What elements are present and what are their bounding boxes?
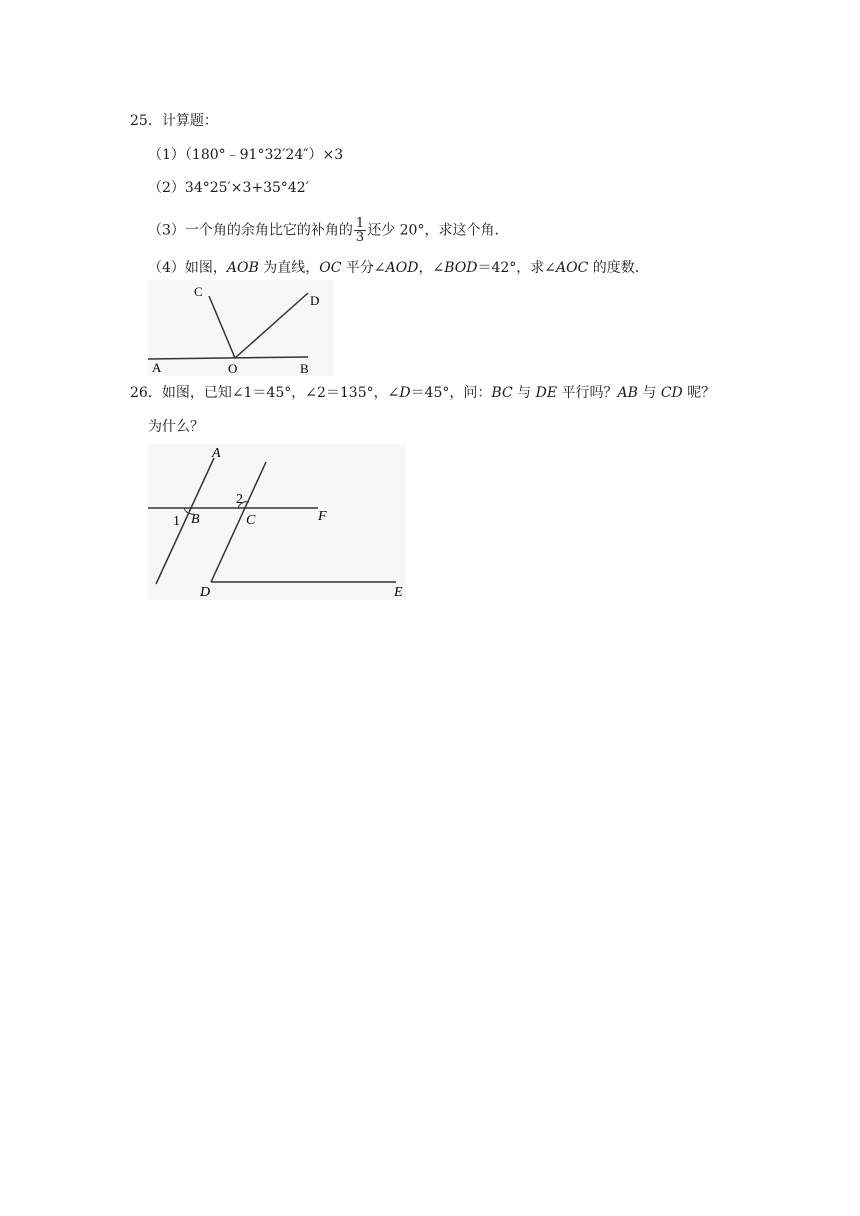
label-b: B [191, 512, 200, 527]
q26-text: ＝45°，问： [410, 385, 492, 401]
q26-text: 呢？ [682, 385, 716, 401]
q25-part3-pre: （3）一个角的余角比它的补角的 [148, 222, 353, 239]
q26-bc: BC [491, 385, 513, 401]
q25-figure [148, 280, 334, 376]
q25-part4-text: 的度数． [588, 260, 649, 276]
q25-part4-text: （4）如图， [148, 260, 227, 276]
q26-cd: CD [660, 385, 683, 401]
label-c: C [246, 513, 256, 528]
q25-part2: （2）34°25′×3+35°42′ [148, 180, 309, 196]
q25-part4-text: ＝42°，求∠ [477, 260, 556, 276]
label-f: F [318, 509, 327, 524]
q26-de: DE [535, 385, 558, 401]
q26-text: 平行吗？ [557, 385, 618, 401]
label-d: D [310, 293, 320, 308]
label-c: C [194, 284, 203, 299]
label-a: A [212, 446, 221, 461]
q25-part4 [148, 258, 649, 278]
q25-part3-post: 还少 20°，求这个角． [367, 222, 509, 239]
q25-part4-oc: OC [319, 260, 342, 276]
q25-part4-bod: BOD [444, 260, 478, 276]
q25-part1: （1）（180°﹣91°32′24″）×3 [148, 147, 344, 163]
label-angle-1: 1 [173, 514, 180, 529]
q25-part3 [148, 217, 508, 244]
fraction-numerator: 1 [355, 216, 365, 231]
fraction-denominator: 3 [355, 230, 365, 245]
q25-part4-text: ，∠ [418, 260, 445, 276]
q25-part4-aod: AOD [385, 260, 419, 276]
q25-part4-aob: AOB [226, 260, 259, 276]
label-angle-2: 2 [236, 492, 243, 507]
label-e: E [394, 585, 403, 600]
q26-text: 26．如图，已知∠1＝45°，∠2＝135°，∠ [130, 385, 400, 401]
q26-line2: 为什么？ [148, 419, 204, 435]
label-d: D [200, 585, 211, 600]
q26-figure [148, 444, 406, 600]
q25-part4-text: 平分∠ [341, 260, 386, 276]
q26-text: 与 [637, 385, 661, 401]
q26-ab: AB [617, 385, 638, 401]
q25-part4-aoc: AOC [556, 260, 589, 276]
q25-title: 25．计算题： [130, 113, 218, 129]
q26-d: D [399, 385, 411, 401]
q25-part4-text: 为直线， [258, 260, 320, 276]
q26-text: 与 [512, 385, 536, 401]
label-b: B [300, 361, 309, 376]
q26-line1 [130, 383, 715, 403]
fraction-one-third [354, 217, 366, 244]
label-a: A [152, 360, 162, 375]
label-o: O [228, 361, 238, 376]
